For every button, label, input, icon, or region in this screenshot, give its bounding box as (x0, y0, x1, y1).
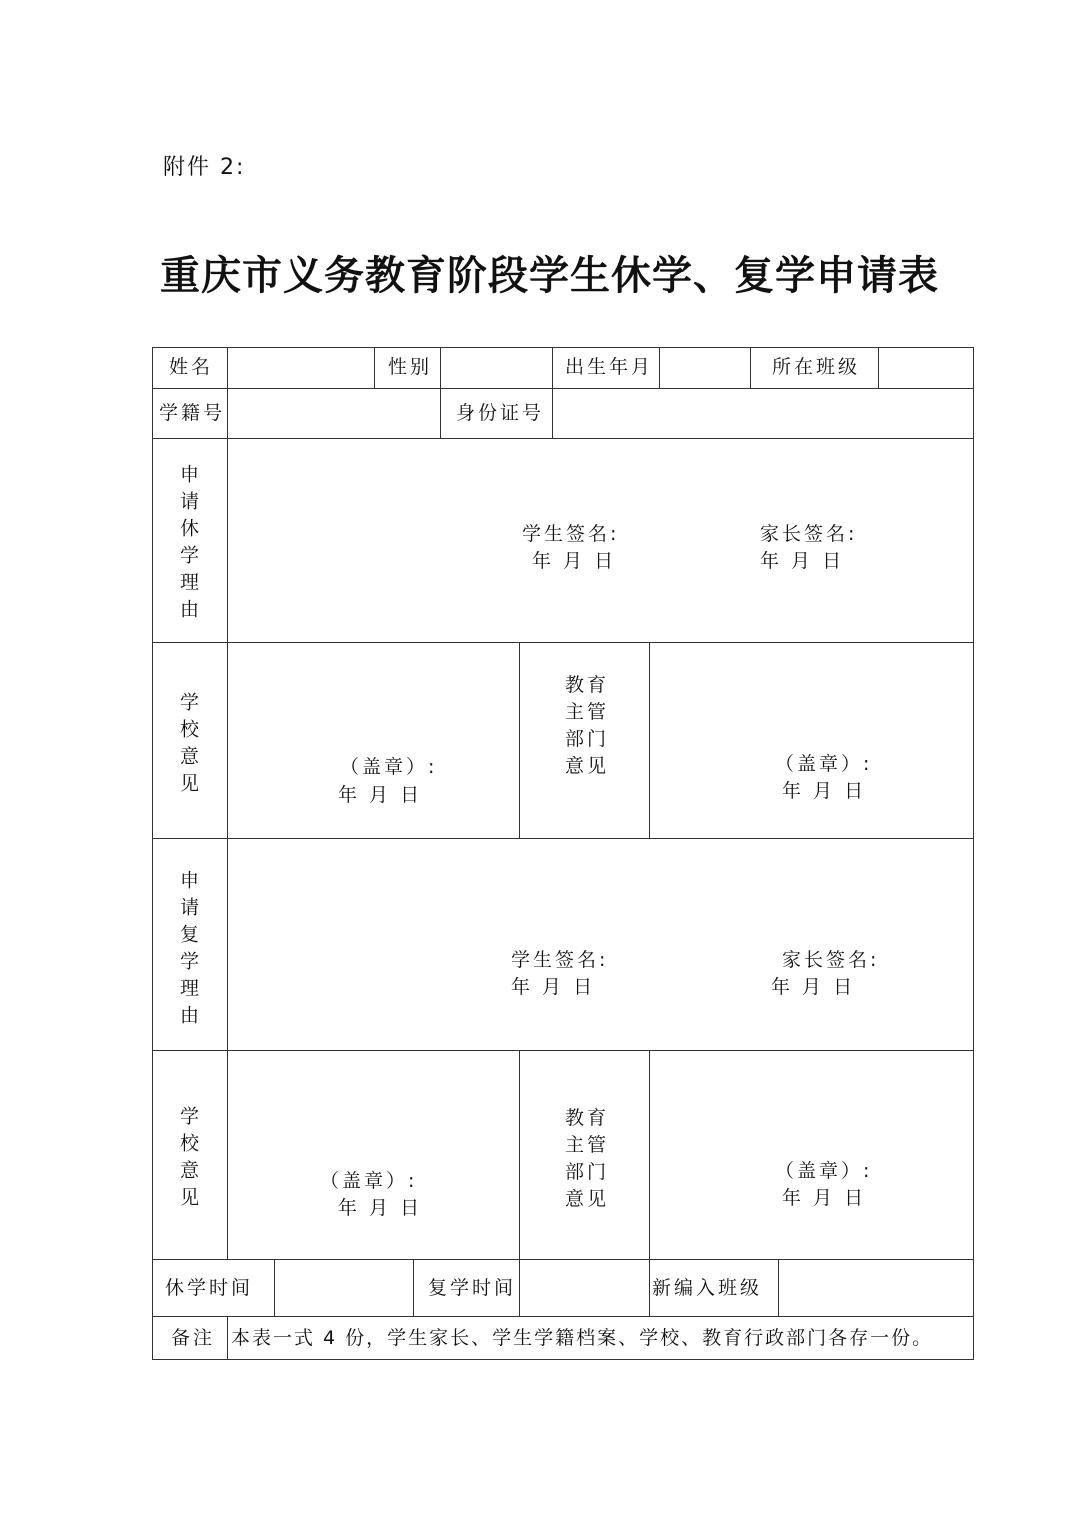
table-border-left (152, 347, 153, 1360)
id-number-label: 身份证号 (456, 402, 545, 424)
school-seal: （盖章）: (340, 756, 438, 778)
dept-seal-2: （盖章）: (775, 1160, 873, 1182)
school-opinion-label: 学校意见 (177, 691, 199, 800)
annex-label: 附件 2: (163, 155, 246, 180)
suspend-parent-date: 年 月 日 (760, 550, 845, 572)
table-rule (519, 1050, 520, 1316)
suspend-student-date: 年 月 日 (532, 550, 617, 572)
school-seal-2: （盖章）: (320, 1170, 418, 1192)
table-rule (750, 347, 751, 388)
class-label: 所在班级 (772, 356, 861, 378)
remarks-label: 备注 (171, 1327, 216, 1349)
table-rule (152, 438, 974, 439)
table-rule (227, 1316, 228, 1360)
table-border-right (973, 347, 974, 1360)
gender-label: 性别 (388, 356, 433, 378)
table-rule (552, 347, 553, 438)
table-rule (374, 347, 375, 388)
dept-seal: （盖章）: (775, 753, 873, 775)
table-border-bottom (152, 1359, 974, 1360)
table-rule (413, 1259, 414, 1316)
table-rule (440, 347, 441, 438)
school-date: 年 月 日 (338, 784, 423, 806)
suspend-student-signature: 学生签名: (522, 523, 620, 545)
resume-parent-date: 年 月 日 (771, 976, 856, 998)
dept-date-2: 年 月 日 (782, 1187, 867, 1209)
table-rule (649, 1050, 650, 1316)
name-label: 姓名 (169, 356, 214, 378)
table-rule (274, 1259, 275, 1316)
table-rule (649, 642, 650, 838)
table-rule (519, 642, 520, 838)
birth-date-label: 出生年月 (565, 356, 654, 378)
resume-student-signature: 学生签名: (511, 949, 609, 971)
table-rule (152, 838, 974, 839)
table-rule (152, 642, 974, 643)
table-rule (152, 1259, 974, 1260)
resume-time-label: 复学时间 (428, 1277, 517, 1299)
student-number-label: 学籍号 (159, 402, 226, 424)
remarks-text: 本表一式 4 份，学生家长、学生学籍档案、学校、教育行政部门各存一份。 (231, 1327, 934, 1349)
page-title: 重庆市义务教育阶段学生休学、复学申请表 (160, 253, 939, 299)
table-rule (659, 347, 660, 388)
resume-reason-label: 申请复学理由 (177, 870, 199, 1032)
suspend-reason-label: 申请休学理由 (177, 464, 199, 626)
table-rule (152, 1050, 974, 1051)
education-dept-opinion-label: 教育 主管 部门 意见 (565, 674, 610, 777)
table-rule (152, 388, 974, 389)
table-rule (878, 347, 879, 388)
school-date-2: 年 月 日 (338, 1197, 423, 1219)
suspend-parent-signature: 家长签名: (760, 523, 858, 545)
dept-date: 年 月 日 (782, 780, 867, 802)
table-rule (778, 1259, 779, 1316)
table-rule (227, 347, 228, 1260)
school-opinion-label-2: 学校意见 (177, 1105, 199, 1214)
table-rule (152, 1316, 974, 1317)
suspend-time-label: 休学时间 (165, 1277, 254, 1299)
new-class-label: 新编入班级 (652, 1277, 763, 1299)
resume-student-date: 年 月 日 (511, 976, 596, 998)
resume-parent-signature: 家长签名: (782, 949, 880, 971)
table-border-top (152, 347, 974, 348)
education-dept-opinion-label-2: 教育 主管 部门 意见 (565, 1107, 610, 1210)
